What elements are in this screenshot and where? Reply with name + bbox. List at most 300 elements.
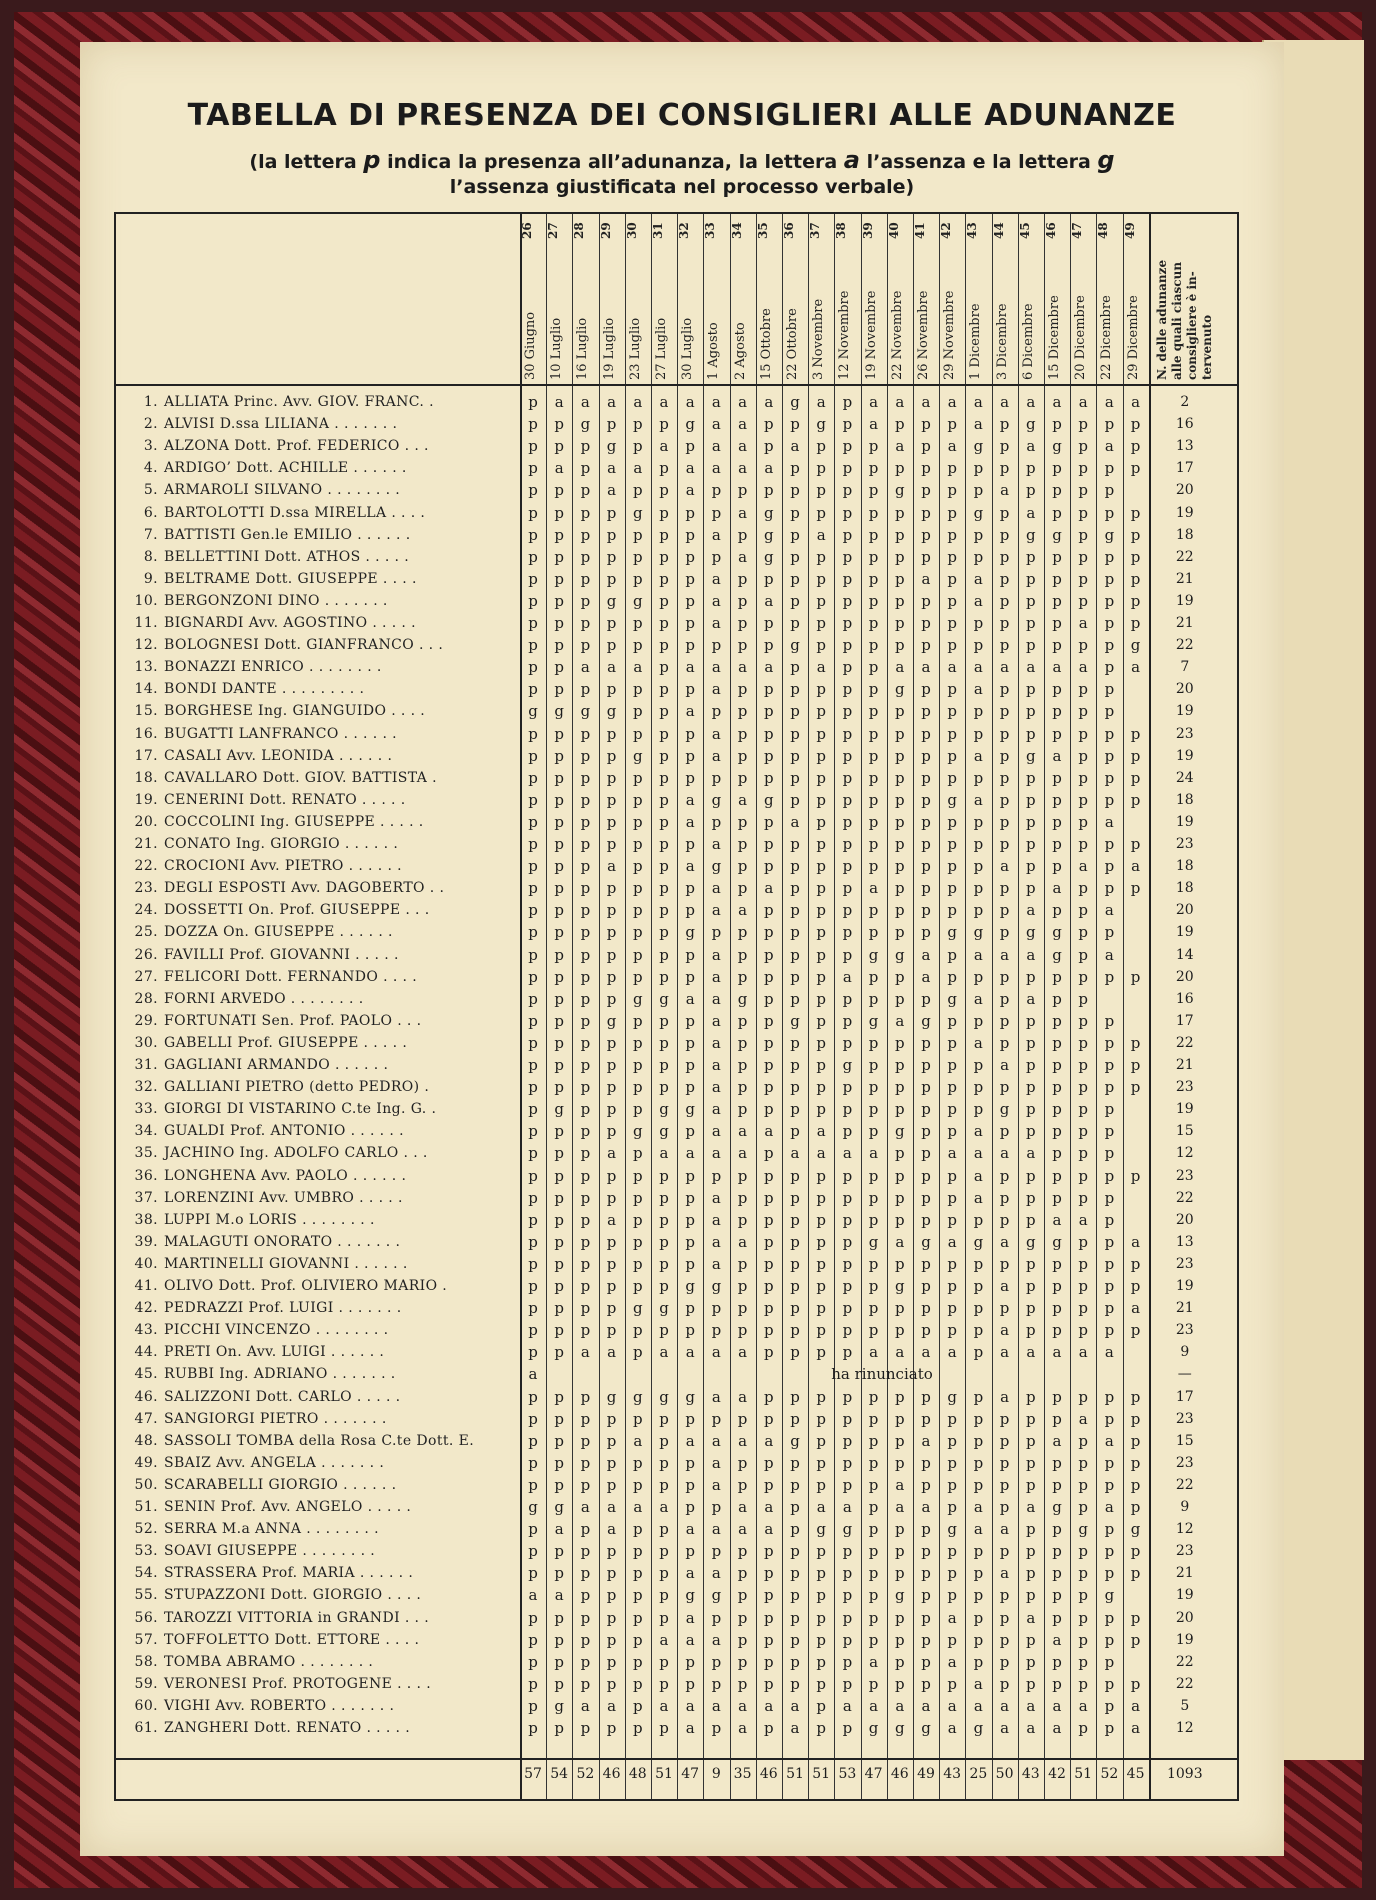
attendance-mark: p (711, 636, 722, 655)
attendance-mark: p (1104, 857, 1115, 876)
attendance-mark: p (894, 1453, 905, 1472)
row-total: 20 (1175, 681, 1194, 698)
attendance-mark: p (973, 525, 984, 544)
attendance-mark: a (1078, 393, 1088, 411)
row-number: 27. (134, 968, 158, 985)
attendance-mark: p (973, 547, 984, 566)
attendance-mark: a (685, 989, 695, 1008)
attendance-mark: p (921, 1453, 931, 1472)
attendance-mark: g (1052, 1232, 1062, 1251)
attendance-mark: a (607, 1520, 617, 1539)
attendance-mark: p (947, 1431, 957, 1450)
attendance-mark: p (1078, 1122, 1088, 1141)
column-number: 33 (703, 222, 718, 240)
attendance-mark: a (895, 1011, 905, 1030)
row-total: 19 (1175, 1101, 1194, 1118)
column-total: 51 (786, 1766, 804, 1782)
attendance-mark: p (921, 1210, 931, 1229)
name-label: SCARABELLI GIORGIO . . . . . . (164, 1476, 397, 1493)
attendance-mark: p (816, 1100, 826, 1119)
attendance-mark: p (1025, 1056, 1036, 1074)
attendance-mark: p (1104, 1011, 1115, 1030)
attendance-mark: p (554, 1277, 564, 1295)
attendance-mark: p (842, 1586, 853, 1605)
column-total: 50 (995, 1766, 1014, 1782)
attendance-mark: p (711, 1542, 722, 1561)
attendance-mark: p (947, 1277, 957, 1295)
attendance-mark: p (606, 1409, 617, 1428)
attendance-mark: a (738, 1122, 748, 1141)
attendance-mark: p (1052, 1299, 1062, 1318)
attendance-mark: p (580, 525, 591, 544)
attendance-mark: p (1104, 1387, 1115, 1406)
table-row (116, 1210, 1237, 1232)
attendance-mark: p (711, 1498, 722, 1516)
attendance-mark: p (816, 812, 826, 831)
attendance-mark: p (606, 1033, 617, 1052)
attendance-mark: p (1130, 746, 1141, 765)
table-row (116, 525, 1237, 547)
councillor-name (130, 1610, 530, 1626)
attendance-mark: p (1078, 1232, 1088, 1251)
name-label: STRASSERA Prof. MARIA . . . . . . (164, 1565, 414, 1582)
attendance-mark: p (528, 1542, 538, 1561)
attendance-mark: p (580, 1520, 591, 1539)
attendance-mark: p (659, 503, 669, 522)
attendance-mark: p (894, 790, 905, 809)
attendance-mark: p (947, 1630, 957, 1649)
attendance-mark: a (790, 1696, 800, 1715)
attendance-mark: a (580, 1696, 590, 1715)
attendance-mark: p (947, 1475, 957, 1494)
attendance-mark: a (790, 1719, 800, 1737)
attendance-mark: p (1104, 415, 1115, 434)
attendance-mark: p (999, 879, 1010, 898)
attendance-mark: p (1052, 1608, 1062, 1627)
attendance-mark: p (790, 680, 800, 699)
attendance-mark: p (868, 591, 879, 610)
attendance-mark: g (685, 923, 695, 942)
attendance-mark: a (1000, 1144, 1010, 1163)
attendance-mark: p (868, 658, 879, 677)
attendance-mark: p (1025, 857, 1036, 876)
attendance-mark: p (921, 1520, 931, 1539)
councillor-name (130, 748, 530, 764)
attendance-mark: p (659, 1520, 669, 1539)
attendance-mark: p (1025, 1100, 1036, 1119)
attendance-mark: a (973, 658, 983, 677)
attendance-mark: p (973, 857, 984, 876)
attendance-mark: p (528, 1719, 538, 1737)
attendance-mark: p (1130, 1033, 1141, 1052)
attendance-mark: p (868, 680, 879, 699)
attendance-mark: p (685, 1033, 695, 1052)
attendance-mark: p (685, 1498, 695, 1516)
attendance-mark: p (554, 1078, 564, 1097)
attendance-mark: p (1130, 1608, 1141, 1627)
attendance-mark: p (632, 702, 643, 721)
attendance-mark: p (1078, 724, 1088, 743)
attendance-mark: p (1025, 1188, 1036, 1207)
attendance-mark: p (894, 459, 905, 478)
councillor-name (130, 814, 530, 830)
attendance-mark: p (763, 1409, 774, 1428)
attendance-mark: p (947, 1674, 957, 1693)
attendance-mark: p (632, 967, 643, 986)
attendance-mark: a (633, 658, 643, 677)
attendance-mark: p (659, 1011, 669, 1030)
attendance-mark: g (1025, 923, 1036, 942)
attendance-mark: p (1104, 790, 1115, 809)
attendance-mark: p (580, 547, 591, 566)
attendance-mark: p (737, 967, 748, 986)
column-header (1044, 214, 1070, 384)
attendance-mark: p (947, 879, 957, 898)
attendance-mark: g (763, 790, 774, 809)
attendance-mark: p (580, 857, 591, 876)
attendance-mark: p (1130, 1674, 1141, 1693)
attendance-mark: p (659, 1056, 669, 1074)
attendance-mark: p (632, 1277, 643, 1295)
attendance-mark: p (790, 1056, 800, 1074)
attendance-mark: p (606, 1277, 617, 1295)
attendance-mark: p (894, 812, 905, 831)
attendance-mark: p (816, 1475, 826, 1494)
table-row (116, 1696, 1237, 1718)
attendance-table (114, 212, 1239, 1801)
attendance-mark: p (528, 1033, 538, 1052)
attendance-mark: p (606, 547, 617, 566)
councillor-name (130, 394, 530, 410)
attendance-mark: a (659, 393, 669, 411)
attendance-mark: p (580, 1409, 591, 1428)
attendance-mark: p (894, 724, 905, 743)
attendance-mark: p (528, 503, 538, 522)
attendance-mark: p (1078, 636, 1088, 655)
attendance-mark: a (1131, 1232, 1141, 1251)
attendance-mark: a (711, 393, 721, 411)
attendance-mark: p (947, 1210, 957, 1229)
attendance-mark: p (606, 1608, 617, 1627)
attendance-mark: p (763, 1254, 774, 1273)
attendance-mark: p (790, 1652, 800, 1671)
attendance-mark: p (973, 1431, 984, 1450)
councillor-name (130, 527, 530, 543)
row-number: 25. (134, 924, 158, 941)
attendance-mark: p (921, 1387, 931, 1406)
attendance-mark: p (1130, 614, 1141, 632)
row-total: 16 (1175, 990, 1194, 1007)
name-label: FORTUNATI Sen. Prof. PAOLO . . . (164, 1012, 422, 1029)
attendance-mark: p (554, 1188, 564, 1207)
row-total: 23 (1175, 1410, 1194, 1427)
attendance-mark: p (1078, 1498, 1088, 1516)
attendance-mark: p (842, 569, 853, 588)
attendance-mark: p (1130, 1387, 1141, 1406)
column-number: 32 (677, 222, 692, 240)
councillor-name (130, 1521, 530, 1537)
attendance-mark: p (868, 702, 879, 721)
attendance-mark: p (1025, 1652, 1036, 1671)
councillor-name (130, 1322, 530, 1338)
attendance-mark: a (842, 1498, 852, 1516)
attendance-mark: p (632, 1343, 643, 1362)
attendance-mark: a (685, 702, 695, 721)
attendance-mark: p (868, 1210, 879, 1229)
attendance-mark: p (921, 724, 931, 743)
attendance-mark: p (868, 1608, 879, 1627)
attendance-mark: g (894, 1719, 905, 1737)
attendance-mark: p (606, 746, 617, 765)
attendance-mark: p (999, 1033, 1010, 1052)
table-row (116, 480, 1237, 502)
attendance-mark: p (554, 1056, 564, 1074)
attendance-mark: p (580, 1144, 591, 1163)
attendance-mark: p (1052, 1033, 1062, 1052)
attendance-mark: p (737, 1299, 748, 1318)
column-date: 22 Ottobre (785, 308, 800, 380)
attendance-mark: p (921, 525, 931, 544)
row-number: 3. (143, 438, 158, 455)
attendance-mark: a (1131, 1719, 1141, 1737)
attendance-mark: a (711, 1011, 721, 1030)
attendance-mark: p (711, 1608, 722, 1627)
attendance-mark: p (1025, 702, 1036, 721)
attendance-mark: g (894, 481, 905, 500)
attendance-mark: p (763, 1321, 774, 1340)
attendance-mark: p (659, 1586, 669, 1605)
attendance-mark: p (711, 547, 722, 566)
attendance-mark: p (659, 1453, 669, 1472)
attendance-mark: p (659, 790, 669, 809)
attendance-mark: g (842, 1520, 853, 1539)
column-total: 51 (655, 1766, 673, 1782)
attendance-mark: p (580, 1719, 591, 1737)
attendance-mark: p (580, 1475, 591, 1494)
attendance-mark: p (921, 1166, 931, 1185)
attendance-mark: p (973, 636, 984, 655)
councillor-name (130, 1101, 530, 1117)
attendance-mark: a (1052, 1630, 1062, 1649)
table-row (116, 1166, 1237, 1188)
attendance-mark: p (1104, 658, 1115, 677)
attendance-mark: p (763, 680, 774, 699)
column-header (992, 214, 1018, 384)
attendance-mark: p (1025, 967, 1036, 986)
attendance-mark: p (659, 1431, 669, 1450)
attendance-mark: p (763, 1453, 774, 1472)
attendance-mark: g (790, 393, 800, 411)
name-label: SERRA M.a ANNA . . . . . . . . (164, 1521, 379, 1538)
attendance-mark: p (1025, 1431, 1036, 1450)
councillor-name (130, 770, 530, 786)
attendance-mark: a (738, 415, 748, 434)
row-number: 20. (134, 813, 158, 830)
attendance-mark: p (868, 1409, 879, 1428)
attendance-mark: p (1025, 790, 1036, 809)
row-number: 12. (134, 637, 158, 654)
name-label: BELTRAME Dott. GIUSEPPE . . . . (164, 570, 417, 587)
attendance-mark: p (659, 1652, 669, 1671)
total-column-header: N. delle adunanze alle quali ciascun consigliere è in- tervenuto (1154, 259, 1214, 380)
attendance-mark: a (633, 1431, 643, 1450)
row-number: 28. (134, 990, 158, 1007)
row-number: 5. (143, 482, 158, 499)
attendance-mark: p (554, 1475, 564, 1494)
attendance-mark: p (842, 1210, 853, 1229)
attendance-mark: p (842, 591, 853, 610)
attendance-mark: p (737, 857, 748, 876)
attendance-mark: g (1130, 1520, 1141, 1539)
table-row (116, 1409, 1237, 1431)
attendance-mark: p (842, 1078, 853, 1097)
attendance-mark: a (607, 1498, 617, 1516)
row-total: 13 (1175, 438, 1194, 455)
attendance-mark: p (711, 1719, 722, 1737)
attendance-mark: p (868, 1033, 879, 1052)
attendance-mark: p (999, 1409, 1010, 1428)
attendance-mark: a (1104, 901, 1114, 920)
attendance-mark: p (554, 724, 564, 743)
attendance-mark: p (528, 857, 538, 876)
attendance-mark: p (894, 1652, 905, 1671)
name-label: SOAVI GIUSEPPE . . . . . . . . (164, 1543, 376, 1560)
attendance-mark: p (632, 1144, 643, 1163)
attendance-mark: p (790, 1608, 800, 1627)
attendance-mark: a (1026, 1498, 1036, 1516)
attendance-mark: g (1052, 1498, 1062, 1516)
document-page (80, 42, 1284, 1856)
attendance-mark: a (947, 1652, 957, 1671)
attendance-mark: a (869, 415, 879, 434)
attendance-mark: p (1104, 1542, 1115, 1561)
attendance-mark: p (659, 1166, 669, 1185)
attendance-mark: p (921, 879, 931, 898)
attendance-mark: a (1104, 393, 1114, 411)
attendance-mark: p (868, 503, 879, 522)
attendance-mark: p (554, 967, 564, 986)
attendance-mark: a (1131, 1299, 1141, 1318)
attendance-mark: p (1052, 569, 1062, 588)
attendance-mark: a (973, 1674, 983, 1693)
attendance-mark: p (816, 614, 826, 632)
councillor-name (130, 416, 530, 432)
attendance-mark: p (632, 1586, 643, 1605)
row-total: 20 (1175, 1211, 1194, 1228)
attendance-mark: p (921, 1608, 931, 1627)
row-number: 22. (134, 858, 158, 875)
row-number: 61. (134, 1720, 158, 1736)
header-bottom-line (116, 384, 1237, 386)
row-total: 18 (1175, 526, 1194, 543)
attendance-mark: p (606, 879, 617, 898)
column-number: 42 (939, 222, 954, 240)
table-row (116, 1188, 1237, 1210)
row-total: 20 (1175, 968, 1194, 985)
attendance-mark: p (632, 525, 643, 544)
row-number: 45. (134, 1366, 158, 1383)
attendance-mark: p (528, 1453, 538, 1472)
attendance-mark: p (763, 812, 774, 831)
table-row (116, 989, 1237, 1011)
attendance-mark: p (554, 1630, 564, 1649)
councillor-name (130, 1477, 530, 1493)
attendance-mark: p (1025, 1475, 1036, 1494)
attendance-mark: g (1052, 945, 1062, 964)
attendance-mark: p (659, 1475, 669, 1494)
attendance-mark: p (868, 1475, 879, 1494)
attendance-mark: p (816, 1409, 826, 1428)
attendance-mark: p (528, 1630, 538, 1649)
attendance-mark: p (999, 1166, 1010, 1185)
attendance-mark: a (607, 857, 617, 876)
attendance-mark: p (659, 1210, 669, 1229)
name-label: BOLOGNESI Dott. GIANFRANCO . . . (164, 637, 444, 654)
councillor-name (130, 659, 530, 675)
row-total: 17 (1175, 460, 1194, 477)
attendance-mark: p (1104, 1696, 1115, 1715)
attendance-mark: p (842, 1453, 853, 1472)
attendance-mark: p (894, 1321, 905, 1340)
attendance-mark: p (947, 1078, 957, 1097)
attendance-mark: p (999, 1630, 1010, 1649)
attendance-mark: p (554, 525, 564, 544)
attendance-mark: p (868, 1188, 879, 1207)
attendance-mark: p (816, 503, 826, 522)
attendance-mark: a (711, 1033, 721, 1052)
row-number: 48. (134, 1432, 158, 1449)
attendance-mark: p (973, 967, 984, 986)
attendance-mark: a (973, 680, 983, 699)
attendance-mark: g (711, 1277, 722, 1295)
attendance-mark: p (894, 1409, 905, 1428)
attendance-mark: p (999, 1586, 1010, 1605)
name-label: ALVISI D.ssa LILIANA . . . . . . . (164, 416, 398, 433)
row-number: 7. (143, 526, 158, 543)
attendance-mark: p (528, 459, 538, 478)
row-total: 12 (1175, 1521, 1194, 1538)
row-number: 55. (134, 1587, 158, 1604)
attendance-mark: a (1078, 857, 1088, 876)
attendance-mark: p (659, 768, 669, 787)
attendance-mark: p (894, 1520, 905, 1539)
attendance-mark: p (580, 614, 591, 632)
attendance-mark: p (632, 1321, 643, 1340)
attendance-mark: p (1078, 1056, 1088, 1074)
attendance-mark: p (632, 901, 643, 920)
attendance-mark: p (632, 1542, 643, 1561)
attendance-mark: p (737, 1277, 748, 1295)
table-row (116, 1674, 1237, 1696)
row-number: 16. (134, 725, 158, 742)
attendance-mark: g (1025, 1232, 1036, 1251)
column-number: 27 (546, 222, 561, 240)
attendance-mark: g (606, 1387, 617, 1406)
attendance-mark: p (528, 967, 538, 986)
attendance-mark: a (711, 1630, 721, 1649)
column-date: 16 Luglio (575, 317, 591, 380)
attendance-mark: p (1104, 1409, 1115, 1428)
row-total: 23 (1175, 1322, 1194, 1339)
attendance-mark: p (1104, 680, 1115, 699)
attendance-mark: g (816, 415, 826, 434)
attendance-mark: p (816, 702, 826, 721)
attendance-mark: p (868, 1542, 879, 1561)
row-note: ha rinunciato (831, 1365, 933, 1384)
attendance-mark: p (632, 1608, 643, 1627)
attendance-mark: p (1052, 614, 1062, 632)
attendance-mark: p (685, 547, 695, 566)
